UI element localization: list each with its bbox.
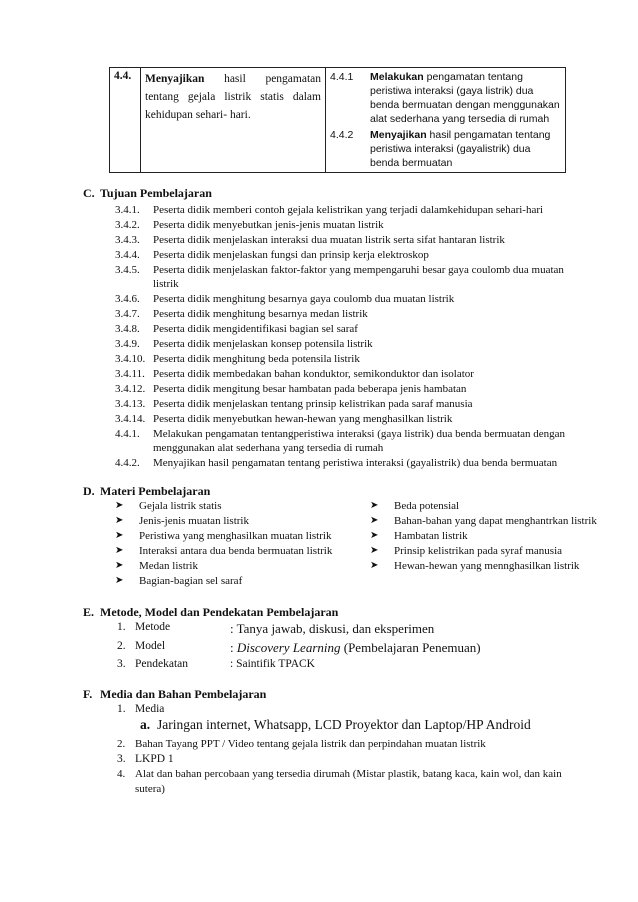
material-item: ➤ Gejala listrik statis: [115, 500, 222, 512]
material-item: ➤ Bagian-bagian sel saraf: [115, 575, 243, 587]
section-c-heading: C. Tujuan Pembelajaran: [83, 186, 212, 200]
section-d-heading: D. Materi Pembelajaran: [83, 484, 211, 498]
material-item: ➤ Peristiwa yang menghasilkan muatan listrik: [115, 530, 332, 542]
approach-row: 3. Pendekatan : Saintifik TPACK: [117, 658, 315, 670]
material-item: ➤ Hambatan listrik: [370, 530, 468, 542]
material-item: ➤ Medan listrik: [115, 560, 198, 572]
media-item: 2. Bahan Tayang PPT / Video tentang gejala listrik dan perpindahan muatan listrik: [117, 738, 486, 750]
media-subitem: a. Jaringan internet, Whatsapp, LCD Proyektor dan Laptop/HP Android: [140, 717, 531, 732]
indicator-4-4-1: 4.4.1 Melakukan pengamatan tentang peristiwa interaksi (gaya listrik) dua benda bermuatan dengan menggunakan alat sederhana yang tersedia di rumah: [330, 71, 560, 125]
kd-number: 4.4.: [110, 68, 141, 173]
objective-item: 3.4.9. Peserta didik menjelaskan konsep potensila listrik: [115, 338, 373, 350]
material-item: ➤ Jenis-jenis muatan listrik: [115, 515, 249, 527]
material-item: ➤ Beda potensial: [370, 500, 460, 512]
objective-item: 3.4.1. Peserta didik memberi contoh gejala kelistrikan yang terjadi dalamkehidupan sehari-hari: [115, 204, 544, 216]
objective-item: 3.4.7. Peserta didik menghitung besarnya medan listrik: [115, 308, 368, 320]
objective-item: 3.4.5. Peserta didik menjelaskan faktor-faktor yang mempengaruhi besar gaya coulomb dua muatan listrik: [115, 264, 564, 290]
objective-item: 3.4.11. Peserta didik membedakan bahan konduktor, semikonduktor dan isolator: [115, 368, 474, 380]
method-row: 1. Metode : Tanya jawab, diskusi, dan eksperimen: [117, 621, 435, 636]
objective-item: 3.4.13. Peserta didik menjelaskan tentang prinsip kelistrikan pada saraf manusia: [115, 398, 473, 410]
material-item: ➤ Hewan-hewan yang mennghasilkan listrik: [370, 560, 580, 572]
objective-item: 3.4.12. Peserta didik mengitung besar hambatan pada beberapa jenis hambatan: [115, 383, 467, 395]
media-item: 3. LKPD 1: [117, 753, 174, 765]
material-item: ➤ Prinsip kelistrikan pada syraf manusia: [370, 545, 563, 557]
kd-description: Menyajikan hasil pengamatan tentang gejala listrik statis dalam kehidupan sehari- hari.: [141, 68, 326, 173]
material-item: ➤ Interaksi antara dua benda bermuatan listrik: [115, 545, 333, 557]
objective-item: 3.4.10. Peserta didik menghitung beda potensila listrik: [115, 353, 360, 365]
objective-item: 3.4.4. Peserta didik menjelaskan fungsi dan prinsip kerja elektroskop: [115, 249, 429, 261]
media-item: 4. Alat dan bahan percobaan yang tersedia dirumah (Mistar plastik, batang kaca, kain wol, dan kain sutera): [117, 768, 562, 795]
model-row: 2. Model : Discovery Learning (Pembelajaran Penemuan): [117, 640, 481, 655]
objective-item: 4.4.2. Menyajikan hasil pengamatan tentang peristiwa interaksi (gayalistrik) dua benda bermuatan: [115, 457, 558, 469]
kd-indicators: [326, 68, 566, 173]
objective-item: 3.4.8. Peserta didik mengidentifikasi bagian sel saraf: [115, 323, 358, 335]
material-item: ➤ Bahan-bahan yang dapat menghantrkan listrik: [370, 515, 597, 527]
objective-item: 3.4.14. Peserta didik menyebutkan hewan-hewan yang menghasilkan listrik: [115, 413, 453, 425]
indicator-4-4-2: 4.4.2 Menyajikan hasil pengamatan tentang peristiwa interaksi (gayalistrik) dua benda bermuatan: [330, 129, 551, 169]
media-label: 1. Media: [117, 703, 165, 715]
section-e-heading: E. Metode, Model dan Pendekatan Pembelajaran: [83, 605, 339, 619]
kd-table: [109, 67, 566, 173]
objective-item: 4.4.1. Melakukan pengamatan tentangperistiwa interaksi (gaya listrik) dua benda bermuatan dengan menggunakan alat sederhana yang tersedia di rumah: [115, 428, 566, 454]
objective-item: 3.4.6. Peserta didik menghitung besarnya gaya coulomb dua muatan listrik: [115, 293, 455, 305]
objective-item: 3.4.3. Peserta didik menjelaskan interaksi dua muatan listrik serta sifat hantaran listrik: [115, 234, 505, 246]
objective-item: 3.4.2. Peserta didik menyebutkan jenis-jenis muatan listrik: [115, 219, 384, 231]
section-f-heading: F. Media dan Bahan Pembelajaran: [83, 687, 267, 701]
